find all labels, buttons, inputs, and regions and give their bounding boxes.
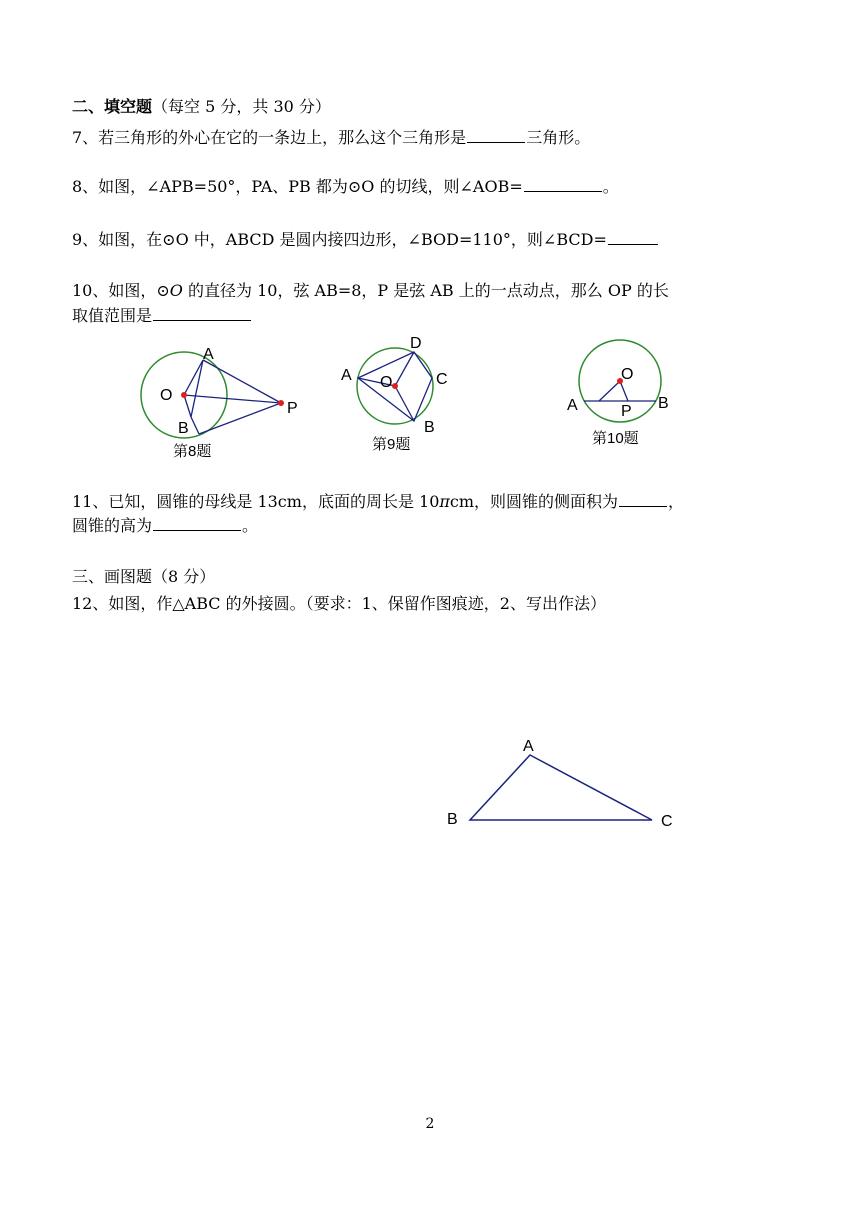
fig12-triangle-ABC [470, 755, 652, 820]
fig8-B-tick [191, 417, 199, 434]
fig8-label-B: B [178, 420, 189, 437]
q11-text-5: 。 [242, 516, 259, 535]
figure-8 [141, 346, 298, 460]
fig9-label-A: A [341, 367, 352, 384]
q10-text-3: 取值范围是 [72, 306, 153, 325]
fig10-label-A: A [567, 397, 578, 414]
q11-text-4: 圆锥的高为 [72, 516, 153, 535]
fig8-OA [184, 360, 203, 395]
fig9-point-O [392, 383, 398, 389]
q11-text-1: 11、已知，圆锥的母线是 13cm，底面的周长是 10 [72, 492, 440, 511]
figure-9 [341, 335, 448, 453]
figure-12 [447, 738, 673, 830]
q7-text-after: 三角形。 [526, 128, 591, 147]
fig9-label-D: D [410, 335, 422, 352]
section2-note: （每空 5 分，共 30 分） [152, 97, 331, 116]
fig12-label-A: A [523, 738, 534, 755]
fig10-OA-seg [599, 381, 620, 401]
fig8-OP [184, 395, 281, 403]
fig8-label-P: P [287, 400, 298, 417]
q11-text-2: cm，则圆锥的侧面积为 [449, 492, 619, 511]
fig10-OP [620, 381, 628, 401]
q7-text: 7、若三角形的外心在它的一条边上，那么这个三角形是 [72, 128, 467, 147]
q8-text-after: 。 [602, 177, 619, 196]
fig12-label-B: B [447, 811, 458, 828]
fig8-label-A: A [203, 346, 214, 363]
page-number: 2 [425, 1116, 435, 1132]
fig12-label-C: C [661, 813, 673, 830]
figure-10 [567, 340, 669, 447]
q11-pi: π [439, 492, 450, 511]
fig9-label-O: O [380, 374, 393, 391]
q8-text: 8、如图，∠APB=50°，PA、PB 都为⊙O 的切线，则∠AOB= [72, 177, 523, 196]
question-11-line2 [72, 514, 258, 537]
fig8-point-P [278, 400, 284, 406]
fig8-OB [184, 395, 191, 417]
fig8-point-O [181, 392, 187, 398]
q10-circle-O: O [169, 281, 183, 300]
fig9-label-B: B [424, 419, 435, 436]
fig10-label-B: B [658, 395, 669, 412]
fig8-AP [203, 360, 281, 403]
fig9-OB [395, 386, 414, 421]
question-11 [72, 490, 684, 513]
fig9-caption: 第9题 [372, 436, 411, 453]
q10-text-1: 10、如图，⊙ [72, 281, 170, 300]
q11-area-blank[interactable] [619, 490, 667, 507]
fig8-BP [199, 403, 281, 434]
section3-heading: 三、画图题（8 分） [72, 567, 216, 586]
fig8-label-O: O [160, 387, 173, 404]
fig8-AB [191, 360, 203, 417]
q9-text: 9、如图，在⊙O 中，ABCD 是圆内接四边形，∠BOD=110°，则∠BCD= [72, 230, 607, 249]
section2-heading: 二、填空题 [72, 97, 153, 116]
q11-height-blank[interactable] [153, 514, 241, 531]
fig8-caption: 第8题 [173, 443, 212, 460]
question-12: 12、如图，作△ABC 的外接圆。（要求：1、保留作图痕迹，2、写出作法） [72, 594, 606, 613]
q10-text-2: 的直径为 10，弦 AB=8，P 是弦 AB 上的一点动点，那么 OP 的长 [182, 281, 669, 300]
fig10-label-O: O [621, 366, 634, 383]
fig9-label-C: C [436, 371, 448, 388]
fig10-label-P: P [621, 403, 632, 420]
q11-text-3: ， [668, 492, 685, 511]
fig10-caption: 第10题 [592, 430, 639, 447]
